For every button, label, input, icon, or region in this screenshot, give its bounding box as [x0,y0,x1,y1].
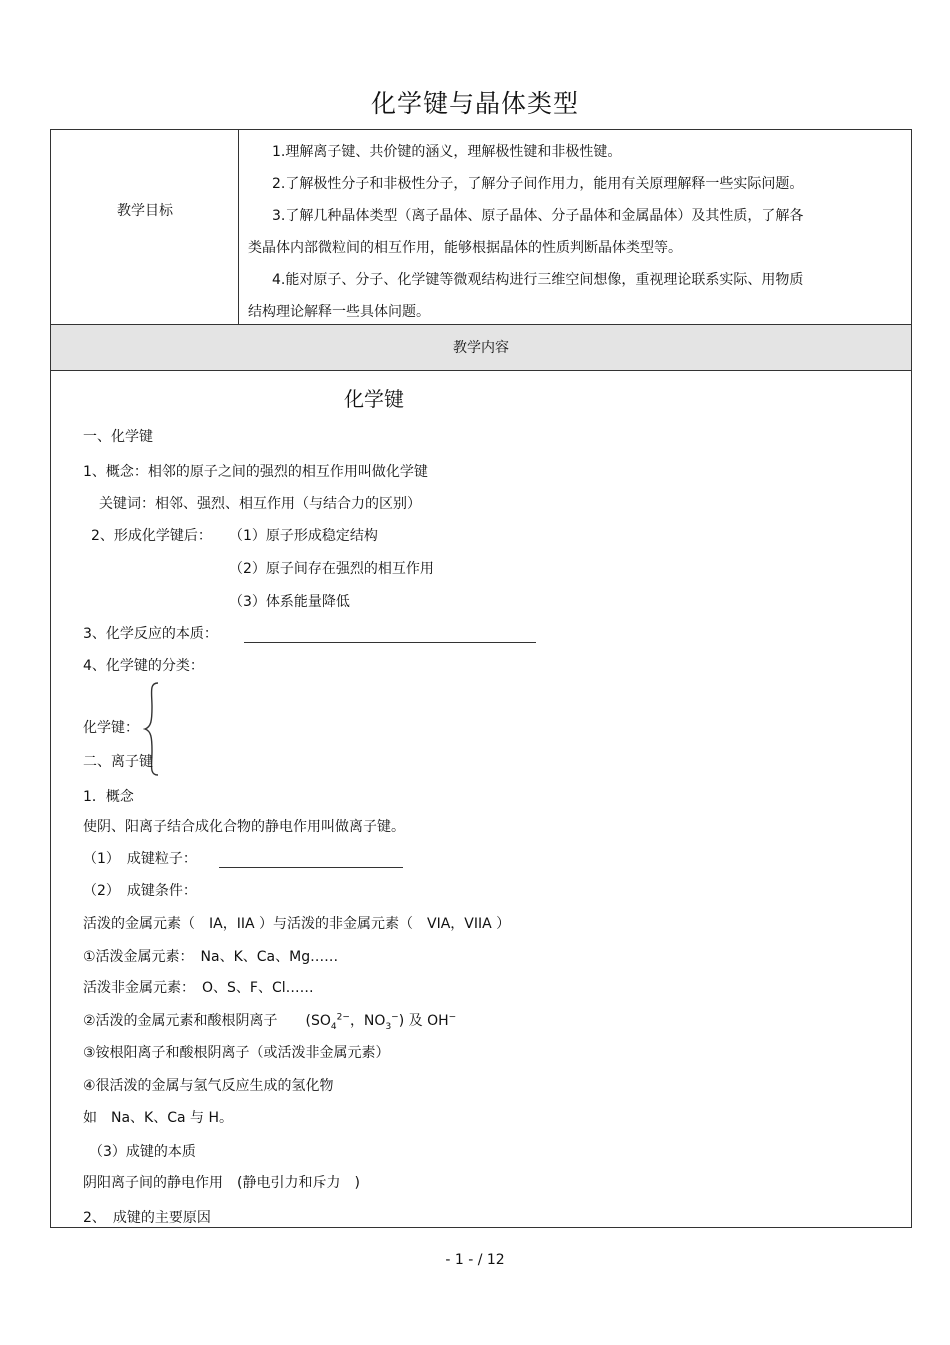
keywords-line: 关键词：相邻、强烈、相互作用（与结合力的区别） [99,496,421,512]
active-metals-line: 活泼的金属元素（ IA，IIA ）与活泼的非金属元素（ VIA，VIIA ） [83,916,511,932]
formation-item: （3）体系能量降低 [229,594,350,610]
acid-radicals-text: ②活泼的金属元素和酸根阴离子 (SO [83,1013,331,1029]
no3-text: ，NO [349,1013,386,1029]
document-title: 化学键与晶体类型 [370,89,579,118]
objectives-list [248,136,848,328]
classification-line: 4、化学键的分类： [83,658,204,674]
superscript: − [391,1012,399,1023]
bond-label: 化学键： [83,720,139,736]
essence-label: 3、化学反应的本质： [83,626,218,642]
nonmetals-list: 活泼非金属元素： O、S、F、Cl…… [83,980,314,996]
ionic-concept: 使阴、阳离子结合成化合物的静电作用叫做离子键。 [83,819,405,835]
objective-item: 3.了解几种晶体类型（离子晶体、原子晶体、分子晶体和金属晶体）及其性质，了解各 [272,208,804,224]
hydride-example: 如 Na、K、Ca 与 H。 [83,1110,234,1126]
oh-text: ) 及 OH [398,1013,449,1029]
essence-line [83,623,536,643]
ionic-concept-title: 1．概念 [83,789,134,805]
section-title: 化学键 [344,387,404,411]
objective-item: 1.理解离子键、共价键的涵义，理解极性键和非极性键。 [272,144,622,160]
superscript: 2− [336,1012,350,1023]
objectives-label-cell [51,130,239,324]
answer-blank[interactable] [244,628,536,643]
objectives-row [50,129,912,325]
formation-item: （1）原子形成稳定结构 [229,528,378,544]
particles-label: （1） 成键粒子： [83,851,197,867]
particles-line [83,848,403,868]
page-number: - 1 - / 12 [445,1252,505,1268]
essence-title: （3）成键的本质 [89,1144,196,1160]
content-body [50,370,912,1228]
objectives-label: 教学目标 [117,203,173,219]
hydrides-line: ④很活泼的金属与氢气反应生成的氢化物 [83,1078,334,1094]
acid-radicals-line [83,1010,456,1032]
answer-blank[interactable] [219,853,403,868]
formation-label: 2、形成化学键后： [91,528,212,544]
superscript: − [448,1012,457,1023]
ammonium-line: ③铵根阳离子和酸根阴离子（或活泼非金属元素） [83,1045,390,1061]
conditions-label: （2） 成键条件： [83,883,197,899]
objective-item: 类晶体内部微粒间的相互作用，能够根据晶体的性质判断晶体类型等。 [248,240,682,256]
objective-item: 结构理论解释一些具体问题。 [248,304,430,320]
metals-list: ①活泼金属元素： Na、K、Ca、Mg…… [83,949,339,965]
subscript: 3 [385,1021,392,1032]
heading-ionic-bond: 二、离子键 [83,754,153,770]
main-reason-line: 2、 成键的主要原因 [83,1210,211,1226]
objective-item: 4.能对原子、分子、化学键等微观结构进行三维空间想像，重视理论联系实际、用物质 [272,272,804,288]
heading-chemical-bond: 一、化学键 [83,429,153,445]
subscript: 4 [330,1021,337,1032]
concept-line: 1、概念：相邻的原子之间的强烈的相互作用叫做化学键 [83,464,428,480]
objective-item: 2.了解极性分子和非极性分子，了解分子间作用力，能用有关原理解释一些实际问题。 [272,176,804,192]
formation-item: （2）原子间存在强烈的相互作用 [229,561,434,577]
content-header-row [50,324,912,371]
essence-text: 阴阳离子间的静电作用 (静电引力和斥力 ) [83,1175,360,1191]
content-header-label: 教学内容 [453,340,509,356]
